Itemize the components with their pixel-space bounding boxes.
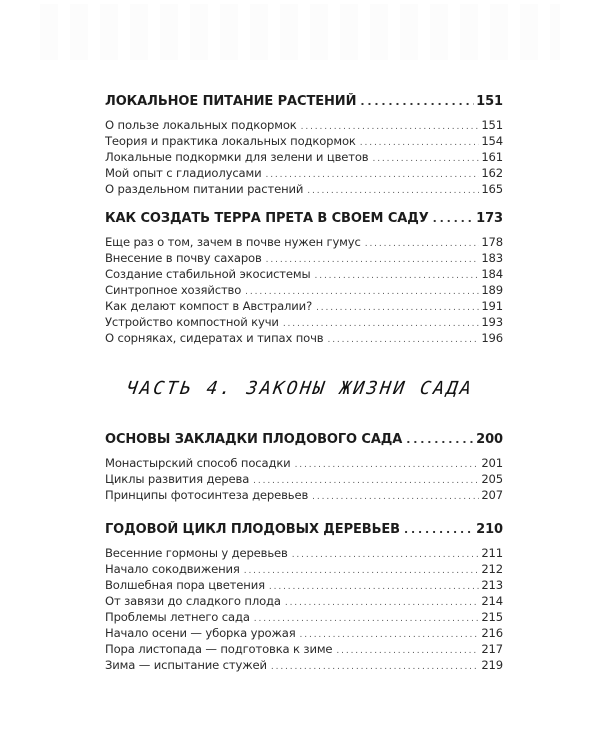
toc-item[interactable] <box>105 471 503 487</box>
item-title: О раздельном питании растений <box>105 182 304 196</box>
toc-chapter[interactable] <box>105 431 503 449</box>
dot-leader <box>245 284 479 298</box>
toc-item[interactable] <box>105 455 503 471</box>
chapter-page: 210 <box>476 522 503 537</box>
bleed-through-text <box>40 4 560 60</box>
dot-leader <box>433 210 475 228</box>
dot-leader <box>312 489 479 503</box>
toc-item[interactable] <box>105 625 503 641</box>
item-title: Волшебная пора цветения <box>105 578 265 592</box>
dot-leader <box>254 611 480 625</box>
item-title: Принципы фотосинтеза деревьев <box>105 488 309 502</box>
item-page: 184 <box>481 267 503 281</box>
dot-leader <box>300 627 480 641</box>
toc-item[interactable] <box>105 330 503 346</box>
dot-leader <box>360 135 480 149</box>
toc-items <box>105 455 503 503</box>
item-page: 207 <box>481 488 503 502</box>
dot-leader <box>295 457 480 471</box>
item-page: 162 <box>481 166 503 180</box>
dot-leader <box>365 236 480 250</box>
dot-leader <box>327 332 479 346</box>
toc-chapter[interactable] <box>105 93 503 111</box>
toc-item[interactable] <box>105 266 503 282</box>
chapter-title: КАК СОЗДАТЬ ТЕРРА ПРЕТА В СВОЕМ САДУ <box>105 211 429 226</box>
item-title: Пора листопада — подготовка к зиме <box>105 642 333 656</box>
toc-section-1 <box>105 93 503 197</box>
toc-item[interactable] <box>105 181 503 197</box>
item-page: 189 <box>481 283 503 297</box>
dot-leader <box>271 659 479 673</box>
item-title: Как делают компост в Австралии? <box>105 299 313 313</box>
item-title: Зима — испытание стужей <box>105 658 267 672</box>
dot-leader <box>283 316 480 330</box>
toc-section-3 <box>105 431 503 503</box>
toc-section-2 <box>105 210 503 346</box>
chapter-title: ГОДОВОЙ ЦИКЛ ПЛОДОВЫХ ДЕРЕВЬЕВ <box>105 522 400 537</box>
item-title: Локальные подкормки для зелени и цветов <box>105 150 369 164</box>
toc-item[interactable] <box>105 250 503 266</box>
item-page: 151 <box>481 118 503 132</box>
item-page: 165 <box>481 182 503 196</box>
toc-item[interactable] <box>105 561 503 577</box>
toc-item[interactable] <box>105 117 503 133</box>
item-title: Теория и практика локальных подкормок <box>105 134 356 148</box>
dot-leader <box>406 431 474 449</box>
toc-item[interactable] <box>105 641 503 657</box>
item-page: 214 <box>481 594 503 608</box>
dot-leader <box>253 473 479 487</box>
dot-leader <box>316 300 479 314</box>
chapter-page: 200 <box>476 432 503 447</box>
chapter-title: ЛОКАЛЬНОЕ ПИТАНИЕ РАСТЕНИЙ <box>105 94 357 109</box>
item-page: 193 <box>481 315 503 329</box>
item-title: Внесение в почву сахаров <box>105 251 262 265</box>
dot-leader <box>301 119 480 133</box>
toc-item[interactable] <box>105 298 503 314</box>
item-page: 154 <box>481 134 503 148</box>
item-page: 217 <box>481 642 503 656</box>
item-title: Проблемы летнего сада <box>105 610 250 624</box>
toc-chapter[interactable] <box>105 210 503 228</box>
dot-leader <box>372 151 479 165</box>
toc-items <box>105 234 503 346</box>
toc-item[interactable] <box>105 282 503 298</box>
dot-leader <box>265 167 479 181</box>
dot-leader <box>307 183 479 197</box>
toc-item[interactable] <box>105 234 503 250</box>
dot-leader <box>244 563 480 577</box>
item-page: 191 <box>481 299 503 313</box>
chapter-page: 151 <box>476 94 503 109</box>
part-heading: ЧАСТЬ 4. ЗАКОНЫ ЖИЗНИ САДА <box>125 378 475 399</box>
item-page: 212 <box>481 562 503 576</box>
dot-leader <box>360 93 474 111</box>
item-page: 216 <box>481 626 503 640</box>
item-page: 178 <box>481 235 503 249</box>
item-page: 211 <box>481 546 503 560</box>
item-title: Начало сокодвижения <box>105 562 240 576</box>
dot-leader <box>285 595 479 609</box>
item-page: 213 <box>481 578 503 592</box>
toc-items <box>105 545 503 673</box>
toc-item[interactable] <box>105 133 503 149</box>
item-title: Еще раз о том, зачем в почве нужен гумус <box>105 235 361 249</box>
item-page: 196 <box>481 331 503 345</box>
item-page: 215 <box>481 610 503 624</box>
item-title: Создание стабильной экосистемы <box>105 267 311 281</box>
item-title: Весенние гормоны у деревьев <box>105 546 288 560</box>
toc-items <box>105 117 503 197</box>
toc-item[interactable] <box>105 593 503 609</box>
dot-leader <box>292 547 480 561</box>
dot-leader <box>404 521 474 539</box>
chapter-page: 173 <box>476 211 503 226</box>
item-page: 161 <box>481 150 503 164</box>
item-title: Монастырский способ посадки <box>105 456 291 470</box>
toc-item[interactable] <box>105 487 503 503</box>
item-title: Начало осени — уборка урожая <box>105 626 296 640</box>
chapter-title: ОСНОВЫ ЗАКЛАДКИ ПЛОДОВОГО САДА <box>105 432 403 447</box>
item-title: О пользе локальных подкормок <box>105 118 297 132</box>
toc-item[interactable] <box>105 165 503 181</box>
toc-item[interactable] <box>105 577 503 593</box>
item-page: 201 <box>481 456 503 470</box>
toc-item[interactable] <box>105 314 503 330</box>
item-page: 205 <box>481 472 503 486</box>
dot-leader <box>266 252 480 266</box>
toc-item[interactable] <box>105 545 503 561</box>
item-title: От завязи до сладкого плода <box>105 594 281 608</box>
item-title: Мой опыт с гладиолусами <box>105 166 262 180</box>
item-title: Циклы развития дерева <box>105 472 250 486</box>
item-page: 219 <box>481 658 503 672</box>
item-title: Синтропное хозяйство <box>105 283 242 297</box>
dot-leader <box>336 643 479 657</box>
item-title: О сорняках, сидератах и типах почв <box>105 331 324 345</box>
toc-chapter[interactable] <box>105 521 503 539</box>
toc-item[interactable] <box>105 149 503 165</box>
toc-item[interactable] <box>105 609 503 625</box>
item-title: Устройство компостной кучи <box>105 315 279 329</box>
dot-leader <box>315 268 480 282</box>
toc-section-4 <box>105 521 503 673</box>
toc-item[interactable] <box>105 657 503 673</box>
dot-leader <box>269 579 479 593</box>
item-page: 183 <box>481 251 503 265</box>
